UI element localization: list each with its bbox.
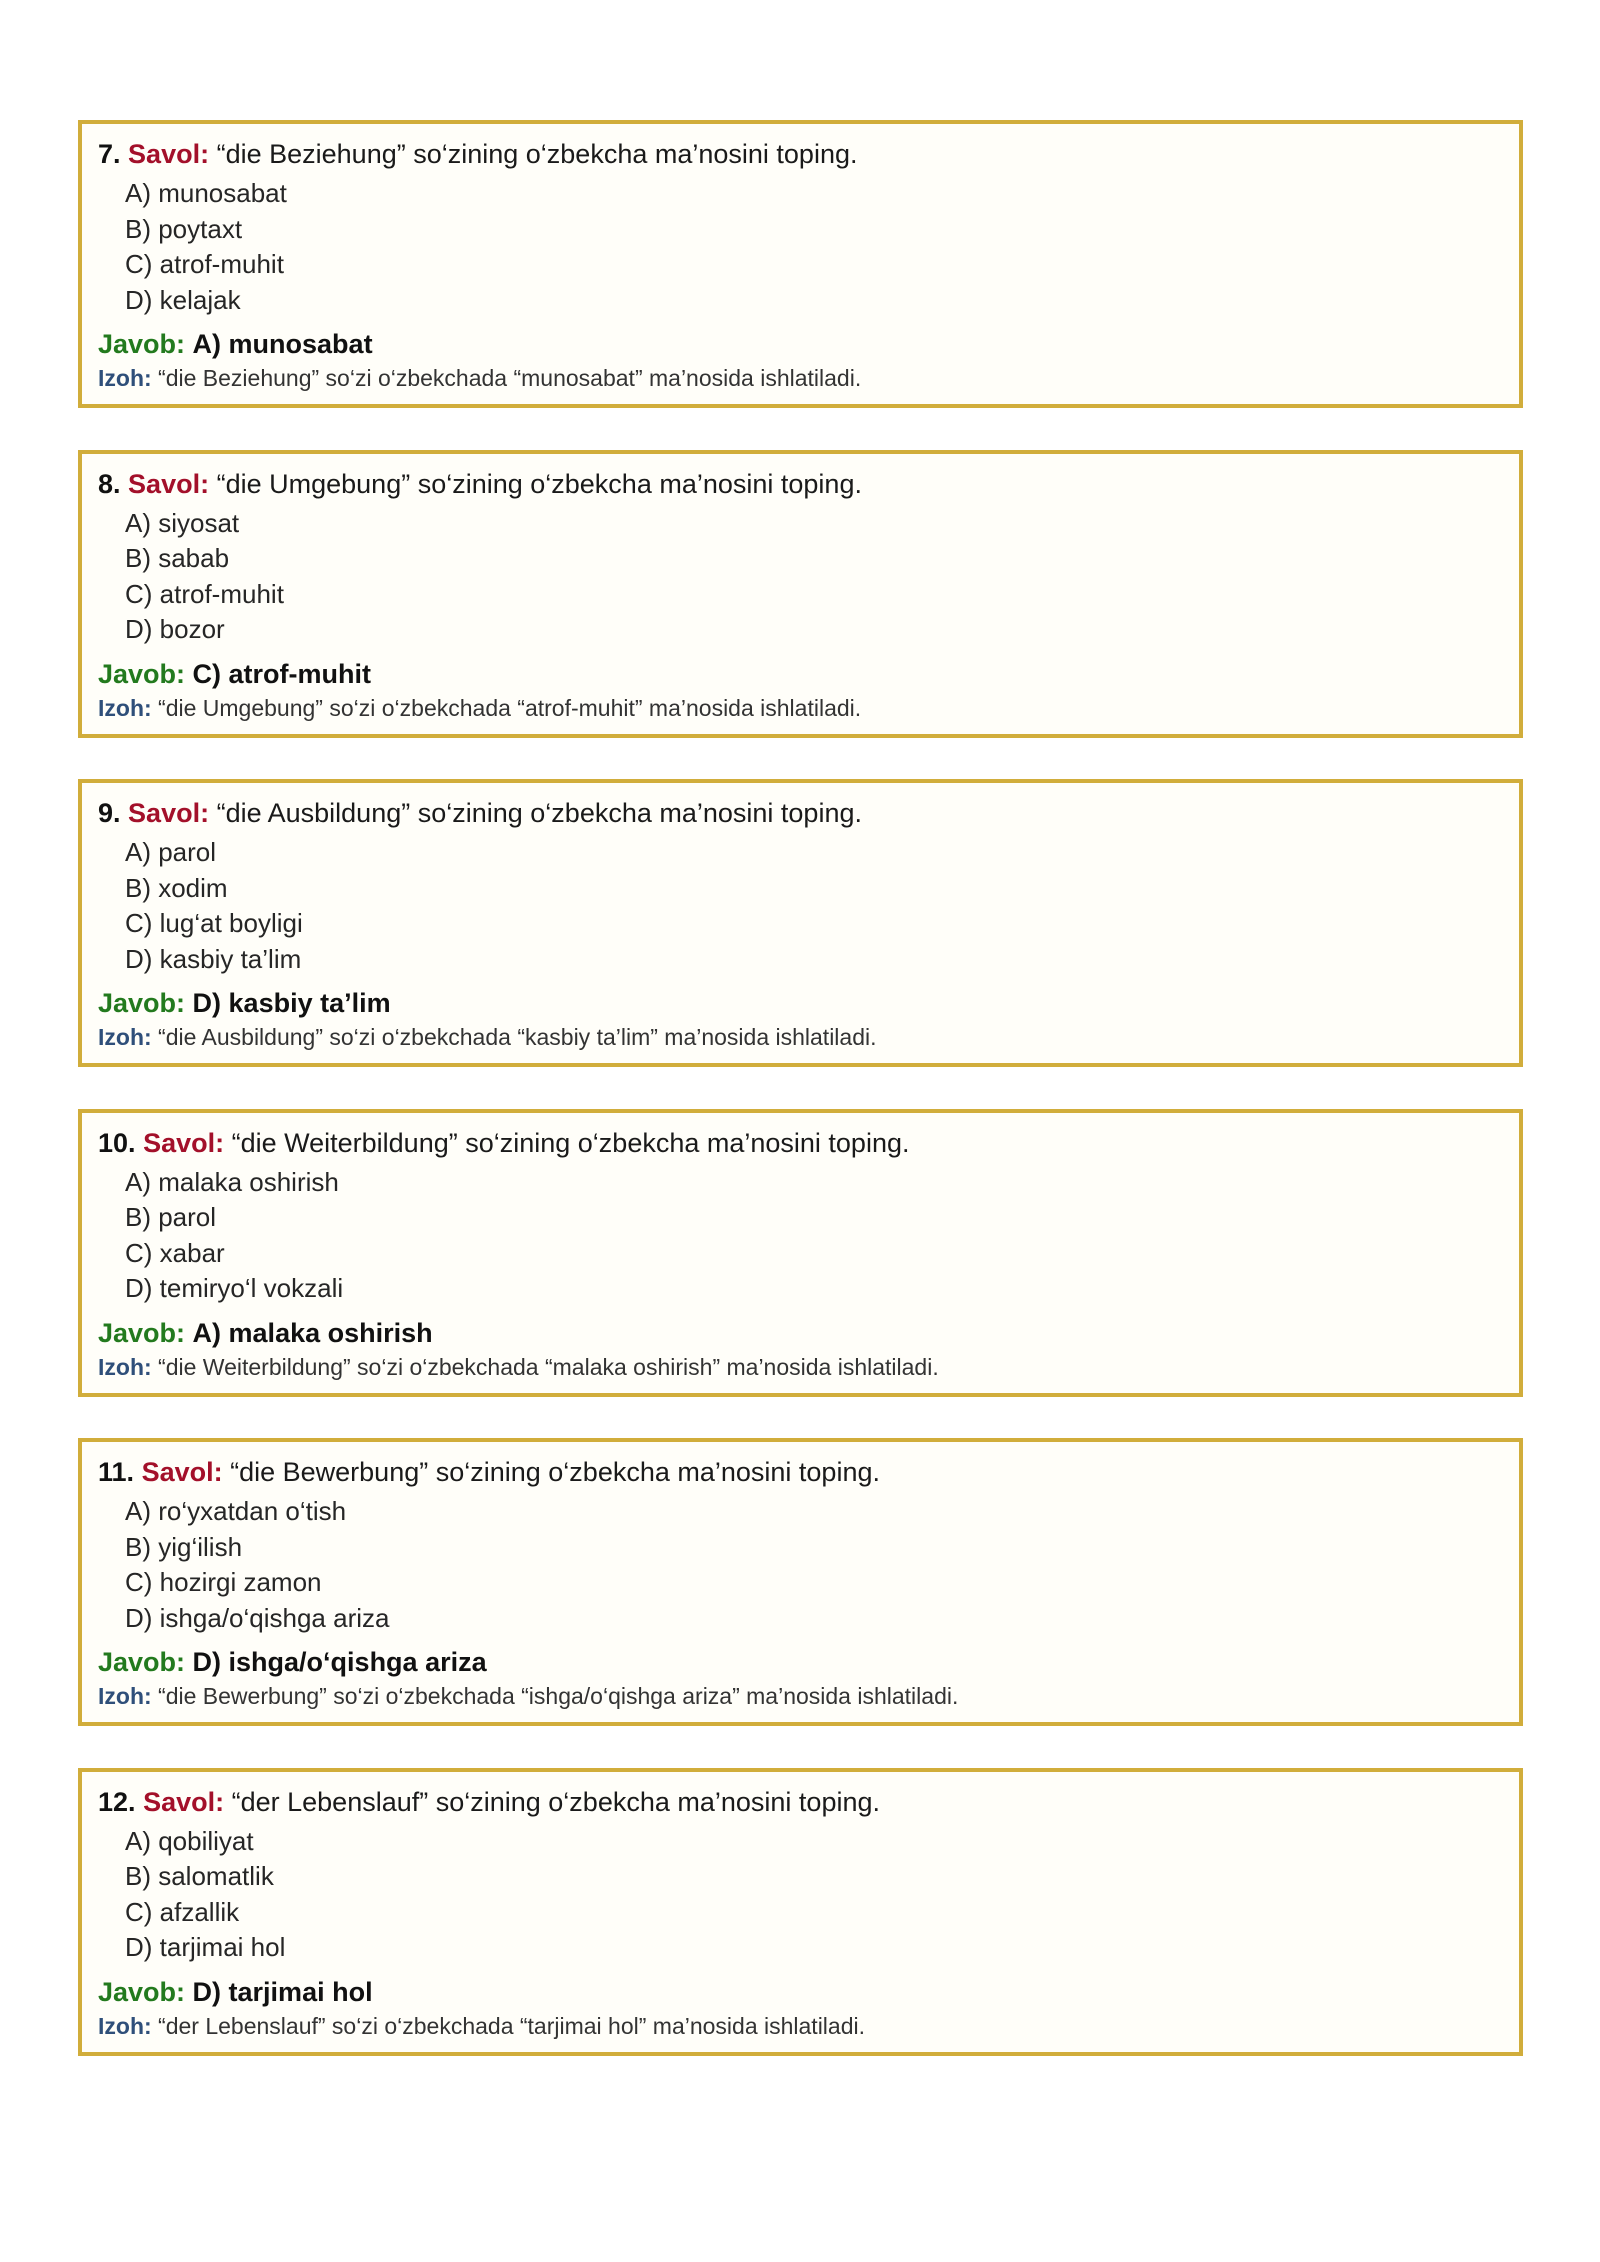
answer-line	[98, 1315, 1503, 1351]
note-line	[98, 362, 1503, 394]
question-line	[98, 1454, 1503, 1490]
option-b: B) sabab	[125, 543, 230, 574]
note-text: “der Lebenslauf” so‘zi o‘zbekchada “tarjimai hol” ma’nosida ishlatiladi.	[158, 2012, 866, 2039]
question-label: Savol:	[143, 1786, 225, 1817]
options-list	[98, 835, 1503, 977]
question-label: Savol:	[128, 798, 210, 829]
option-b: B) salomatlik	[125, 1861, 274, 1892]
question-number: 10.	[98, 1127, 136, 1158]
option-a: A) qobiliyat	[125, 1825, 254, 1856]
option-a: A) siyosat	[125, 507, 240, 538]
note-line	[98, 1680, 1503, 1712]
option-c: C) hozirgi zamon	[125, 1567, 322, 1598]
question-label: Savol:	[141, 1457, 223, 1488]
options-list	[98, 176, 1503, 318]
question-card	[78, 779, 1523, 1067]
note-label: Izoh:	[98, 694, 152, 721]
option-b: B) xodim	[125, 872, 228, 903]
answer-line	[98, 1974, 1503, 2010]
note-text: “die Umgebung” so‘zi o‘zbekchada “atrof-muhit” ma’nosida ishlatiladi.	[158, 694, 862, 721]
answer-text: D) tarjimai hol	[192, 1976, 373, 2007]
question-card	[78, 120, 1523, 408]
question-card	[78, 450, 1523, 738]
option-b: B) yig‘ilish	[125, 1531, 243, 1562]
note-label: Izoh:	[98, 365, 152, 391]
answer-line	[98, 656, 1503, 692]
question-text: “die Ausbildung” so‘zining o‘zbekcha ma’nosini toping.	[216, 798, 862, 829]
answer-line	[98, 985, 1503, 1021]
note-label: Izoh:	[98, 2012, 152, 2039]
option-d: D) tarjimai hol	[125, 1932, 286, 1963]
note-text: “die Bewerbung” so‘zi o‘zbekchada “ishga/o‘qishga ariza” ma’nosida ishlatiladi.	[158, 1683, 959, 1710]
answer-label: Javob:	[98, 1317, 186, 1348]
question-number: 7.	[98, 139, 121, 169]
question-line	[98, 1784, 1503, 1820]
question-label: Savol:	[143, 1127, 225, 1158]
note-line	[98, 1021, 1503, 1053]
question-line	[98, 136, 1503, 172]
option-a: A) ro‘yxatdan o‘tish	[125, 1496, 347, 1527]
option-c: C) xabar	[125, 1237, 225, 1268]
option-d: D) kasbiy ta’lim	[125, 943, 302, 974]
options-list	[98, 1165, 1503, 1307]
note-line	[98, 692, 1503, 724]
question-card	[78, 1109, 1523, 1397]
answer-text: D) ishga/o‘qishga ariza	[192, 1647, 487, 1678]
question-card	[78, 1438, 1523, 1726]
option-b: B) parol	[125, 1202, 217, 1233]
question-text: “die Umgebung” so‘zining o‘zbekcha ma’nosini toping.	[216, 468, 862, 499]
option-c: C) afzallik	[125, 1896, 240, 1927]
note-line	[98, 1351, 1503, 1383]
question-label: Savol:	[128, 139, 210, 169]
question-text: “die Beziehung” so‘zining o‘zbekcha ma’nosini toping.	[216, 139, 858, 169]
question-number: 11.	[98, 1457, 135, 1488]
question-number: 8.	[98, 468, 121, 499]
question-number: 9.	[98, 798, 121, 829]
question-text: “die Weiterbildung” so‘zining o‘zbekcha ma’nosini toping.	[231, 1127, 910, 1158]
note-text: “die Ausbildung” so‘zi o‘zbekchada “kasbiy ta’lim” ma’nosida ishlatiladi.	[158, 1024, 877, 1051]
option-c: C) atrof-muhit	[125, 578, 284, 609]
answer-text: C) atrof-muhit	[192, 658, 372, 689]
answer-label: Javob:	[98, 658, 186, 689]
options-list	[98, 1824, 1503, 1966]
note-text: “die Beziehung” so‘zi o‘zbekchada “munosabat” ma’nosida ishlatiladi.	[158, 365, 862, 391]
option-b: B) poytaxt	[125, 213, 243, 244]
answer-text: A) malaka oshirish	[192, 1317, 433, 1348]
option-c: C) atrof-muhit	[125, 249, 284, 279]
answer-label: Javob:	[98, 329, 186, 359]
answer-line	[98, 326, 1503, 362]
note-line	[98, 2010, 1503, 2042]
option-a: A) malaka oshirish	[125, 1166, 339, 1197]
option-d: D) kelajak	[125, 284, 241, 315]
question-text: “der Lebenslauf” so‘zining o‘zbekcha ma’nosini toping.	[231, 1786, 880, 1817]
question-label: Savol:	[128, 468, 210, 499]
question-line	[98, 466, 1503, 502]
note-label: Izoh:	[98, 1683, 152, 1710]
question-text: “die Bewerbung” so‘zining o‘zbekcha ma’nosini toping.	[230, 1457, 880, 1488]
options-list	[98, 506, 1503, 648]
option-a: A) munosabat	[125, 178, 287, 208]
answer-text: A) munosabat	[192, 329, 373, 359]
options-list	[98, 1494, 1503, 1636]
answer-line	[98, 1644, 1503, 1680]
question-number: 12.	[98, 1786, 136, 1817]
answer-text: D) kasbiy ta’lim	[192, 988, 391, 1019]
option-d: D) ishga/o‘qishga ariza	[125, 1602, 390, 1633]
question-line	[98, 795, 1503, 831]
quiz-list	[78, 120, 1523, 2098]
note-text: “die Weiterbildung” so‘zi o‘zbekchada “malaka oshirish” ma’nosida ishlatiladi.	[158, 1353, 939, 1380]
option-a: A) parol	[125, 837, 217, 868]
answer-label: Javob:	[98, 1647, 186, 1678]
question-card	[78, 1768, 1523, 2056]
option-d: D) temiryo‘l vokzali	[125, 1273, 344, 1304]
option-d: D) bozor	[125, 614, 225, 645]
answer-label: Javob:	[98, 1976, 186, 2007]
option-c: C) lug‘at boyligi	[125, 908, 303, 939]
answer-label: Javob:	[98, 988, 186, 1019]
note-label: Izoh:	[98, 1353, 152, 1380]
question-line	[98, 1125, 1503, 1161]
note-label: Izoh:	[98, 1024, 152, 1051]
